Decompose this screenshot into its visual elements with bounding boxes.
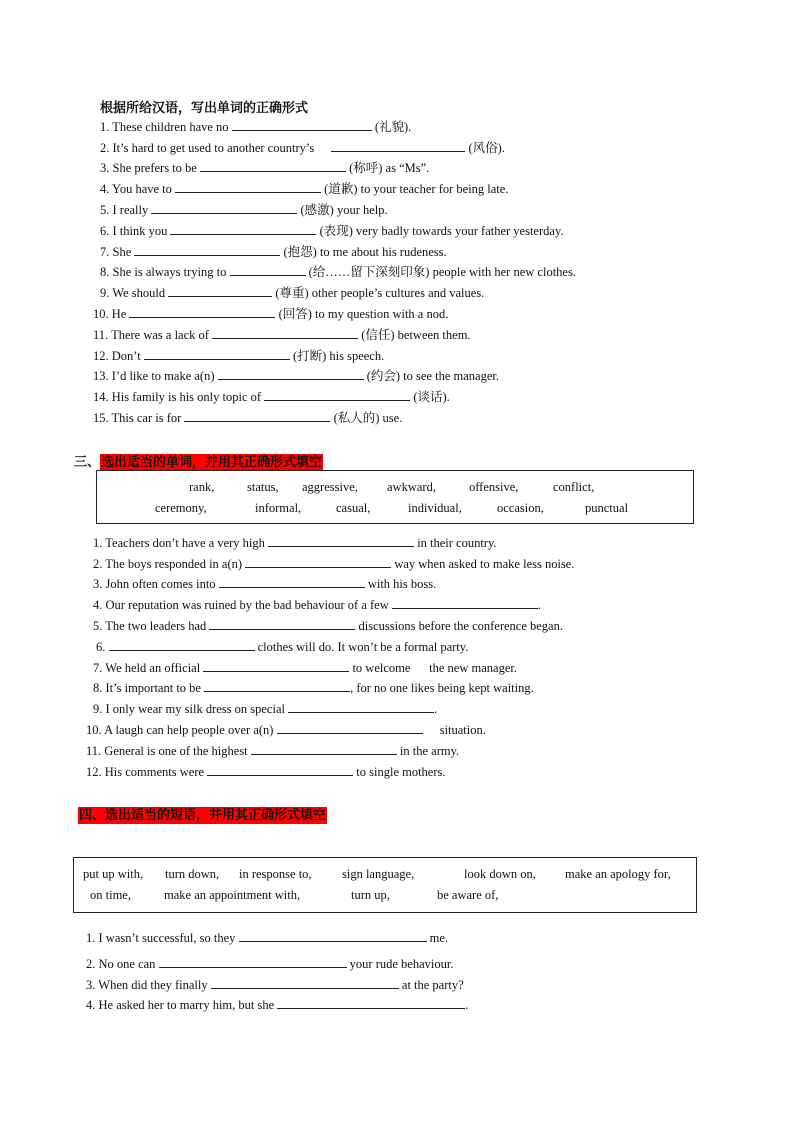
word-option: offensive, <box>469 480 519 494</box>
answer-blank[interactable] <box>175 180 321 193</box>
word-option: awkward, <box>387 480 436 494</box>
answer-blank[interactable] <box>245 555 391 568</box>
exercise-item: 14. His family is his only topic of (谈话). <box>93 390 450 404</box>
phrase-option: on time, <box>90 888 131 902</box>
exercise-item: 5. I really (感激) your help. <box>100 203 388 217</box>
answer-blank[interactable] <box>200 159 346 172</box>
exercise-item: 7. She (抱怨) to me about his rudeness. <box>100 245 447 259</box>
exercise-item: 1. Teachers don’t have a very high in their country. <box>93 536 497 550</box>
section-heading-phrases: 四、选出适当的短语，并用其正确形式填空 <box>79 808 327 823</box>
section-heading-vocab: 根据所给汉语，写出单词的正确形式 <box>100 101 309 116</box>
exercise-item: 15. This car is for (私人的) use. <box>93 411 403 425</box>
exercise-item: 6. clothes will do. It won’t be a formal party. <box>96 640 469 654</box>
answer-blank[interactable] <box>264 388 410 401</box>
word-option: rank, <box>189 480 215 494</box>
exercise-item: 11. There was a lack of (信任) between them. <box>93 328 471 342</box>
answer-blank[interactable] <box>207 763 353 776</box>
exercise-item: 7. We held an official to welcome the new manager. <box>93 661 517 675</box>
word-option: informal, <box>255 501 302 515</box>
answer-blank[interactable] <box>212 326 358 339</box>
answer-blank[interactable] <box>277 721 423 734</box>
exercise-item: 12. Don’t (打断) his speech. <box>93 349 385 363</box>
answer-blank[interactable] <box>211 976 399 989</box>
exercise-item: 1. I wasn’t successful, so they me. <box>86 931 449 945</box>
phrase-option: make an appointment with, <box>164 888 301 902</box>
answer-blank[interactable] <box>144 347 290 360</box>
answer-blank[interactable] <box>129 305 275 318</box>
exercise-item: 4. You have to (道歉) to your teacher for being late. <box>100 182 509 196</box>
exercise-item: 6. I think you (表现) very badly towards your father yesterday. <box>100 224 564 238</box>
word-bank-box <box>96 470 694 524</box>
answer-blank[interactable] <box>331 139 465 152</box>
word-option: occasion, <box>497 501 544 515</box>
word-option: aggressive, <box>302 480 358 494</box>
phrase-option: in response to, <box>239 867 312 881</box>
exercise-item: 3. John often comes into with his boss. <box>93 577 437 591</box>
exercise-item: 3. She prefers to be (称呼) as “Ms”. <box>100 161 430 175</box>
word-option: conflict, <box>553 480 595 494</box>
exercise-item: 9. We should (尊重) other people’s cultures and values. <box>100 286 485 300</box>
exercise-item: 12. His comments were to single mothers. <box>86 765 446 779</box>
answer-blank[interactable] <box>232 118 372 131</box>
exercise-item: 5. The two leaders had discussions before the conference began. <box>93 619 563 633</box>
answer-blank[interactable] <box>219 575 365 588</box>
phrase-option: sign language, <box>342 867 415 881</box>
phrase-option: make an apology for, <box>565 867 671 881</box>
exercise-item: 10. He (回答) to my question with a nod. <box>93 307 449 321</box>
word-option: individual, <box>408 501 462 515</box>
exercise-item: 4. Our reputation was ruined by the bad behaviour of a few . <box>93 598 541 612</box>
exercise-item: 8. It’s important to be , for no one likes being kept waiting. <box>93 681 534 695</box>
exercise-item: 3. When did they finally at the party? <box>86 978 464 992</box>
phrase-option: be aware of, <box>437 888 499 902</box>
exercise-item: 10. A laugh can help people over a(n) situation. <box>86 723 486 737</box>
answer-blank[interactable] <box>134 243 280 256</box>
exercise-item: 2. It’s hard to get used to another country’s (风俗). <box>100 141 505 155</box>
answer-blank[interactable] <box>230 263 306 276</box>
exercise-item: 2. The boys responded in a(n) way when asked to make less noise. <box>93 557 575 571</box>
exercise-item: 2. No one can your rude behaviour. <box>86 957 454 971</box>
exercise-item: 1. These children have no (礼貌). <box>100 120 412 134</box>
phrase-bank-box <box>73 857 697 913</box>
word-option: casual, <box>336 501 371 515</box>
answer-blank[interactable] <box>168 284 272 297</box>
phrase-option: turn down, <box>165 867 220 881</box>
answer-blank[interactable] <box>239 929 427 942</box>
answer-blank[interactable] <box>151 201 297 214</box>
phrase-option: look down on, <box>464 867 536 881</box>
answer-blank[interactable] <box>288 700 434 713</box>
section-heading-words: 三、选出适当的单词，并用其正确形式填空 <box>74 455 323 470</box>
answer-blank[interactable] <box>392 596 538 609</box>
word-option: status, <box>247 480 279 494</box>
answer-blank[interactable] <box>170 222 316 235</box>
exercise-item: 9. I only wear my silk dress on special . <box>93 702 438 716</box>
answer-blank[interactable] <box>277 996 465 1009</box>
answer-blank[interactable] <box>268 534 414 547</box>
word-option: ceremony, <box>155 501 207 515</box>
answer-blank[interactable] <box>109 638 255 651</box>
phrase-option: turn up, <box>351 888 390 902</box>
answer-blank[interactable] <box>251 742 397 755</box>
answer-blank[interactable] <box>209 617 355 630</box>
answer-blank[interactable] <box>218 367 364 380</box>
word-option: punctual <box>585 501 629 515</box>
answer-blank[interactable] <box>204 679 350 692</box>
exercise-item: 13. I’d like to make a(n) (约会) to see the manager. <box>93 369 499 383</box>
exercise-item: 4. He asked her to marry him, but she . <box>86 998 469 1012</box>
answer-blank[interactable] <box>159 955 347 968</box>
exercise-item: 8. She is always trying to (给……留下深刻印象) people with her new clothes. <box>100 265 576 279</box>
exercise-item: 11. General is one of the highest in the army. <box>86 744 460 758</box>
answer-blank[interactable] <box>203 659 349 672</box>
phrase-option: put up with, <box>83 867 144 881</box>
answer-blank[interactable] <box>184 409 330 422</box>
